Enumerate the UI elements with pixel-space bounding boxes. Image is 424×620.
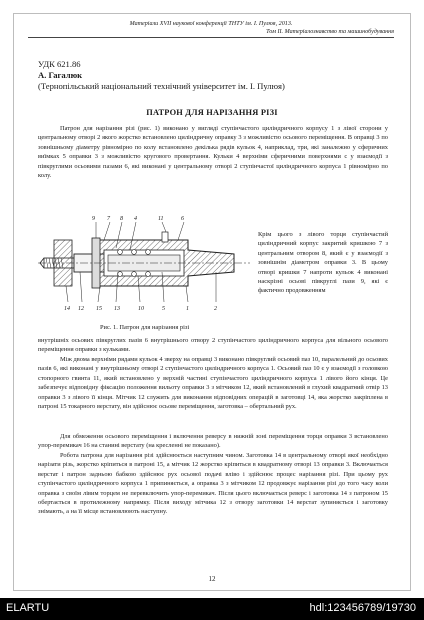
- header-conference: Матеріали XVII наукової конференції ТНТУ ім. І. Пулюя, 2013.: [129, 21, 293, 27]
- label-7: 7: [107, 216, 110, 222]
- footer-bar: [0, 598, 424, 620]
- paragraph-operation: Робота патрона для нарізання різі здійснюється наступним чином. Заготовка 14 в центральному отворі якої необхідно нарізати різь, жорстко кріпиться в патроні 15, а мітчик 12 жорстко кріпиться в квадратному отворі 13 оправки 3. Включається верстат і патрон задньою бабкою здійснює рух осьової подачі вліво і здійснює процес нарізання різі. При цьому рух ступінчастого циліндричного корпуса 1 припиняється, а оправка 3 з мітчиком 12 продовжує нарізання різі до того часу коли оправка з своїм лівим торцем не перевключить упор-перемикач. Після цього включається реверс і заготовка 14 з патроном 15 обертається в протилежному напрямку. Після виходу мітчика 12 з отвору заготовки 14 верстат зупиняється і заготовку знімають, а на її місце встановлюють наступну.: [38, 452, 388, 516]
- udc-code: УДК 621.86: [38, 59, 81, 69]
- author-affiliation: (Тернопільський національний технічний університет ім. І. Пулюя): [38, 81, 285, 91]
- label-15: 15: [96, 306, 102, 312]
- chuck-drawing-figure: [38, 210, 252, 322]
- document-page: [13, 13, 411, 591]
- label-12: 12: [78, 306, 84, 312]
- footer-repository: ELARTU: [6, 602, 50, 614]
- author-name: А. Гагалюк: [38, 70, 83, 80]
- stop-screw: [162, 232, 168, 242]
- header-volume: Том ІІ. Матеріалознавство та машинобудування: [266, 29, 394, 35]
- label-13: 13: [114, 306, 120, 312]
- label-8: 8: [120, 216, 123, 222]
- footer-handle: hdl:123456789/19730: [309, 602, 416, 614]
- paragraph-side: Крім цього з лівого торця ступінчастий циліндричний корпус закритий кришкою 7 з центральним отвором 8, який є у взаємодії з зовнішнім діаметром оправки 3. В цьому отворі кришки 7 напроти кульок 4 виконані наскрізні осьові півкруглі пази 9, які є фактично продовженням: [258, 231, 388, 295]
- label-10: 10: [138, 306, 144, 312]
- paragraph-groove: Між двома верхніми рядами кульок 4 зверху на оправці 3 виконано півкруглий осьовий паз 10, паралельний до осьових пазів 6, які виконані у внутрішньому отворі 2 ступінчастого циліндричного корпуса 1. Осьовий паз 10 є у взаємодії з головкою стопорного гвинта 11, який встановлено у верхній частині ступінчастого циліндричного корпуса 1 лівого його кінця. Це забезпечує відповідну фіксацію положення вильоту оправки 3 з мітчиком 12, який встановлений в глухий квадратний отвір 13 оправки 3 з лівого її кінця. Мітчик 12 служить для виконання відповідних операцій в заготовці 14, яка жорстко закріплена в патроні 15 токарного верстату, він здійснює осьове переміщення, заготовка – обертальний рух.: [38, 356, 388, 411]
- label-1: 1: [186, 306, 189, 312]
- running-header: [28, 20, 394, 38]
- label-14: 14: [64, 306, 70, 312]
- figure-caption: Рис. 1. Патрон для нарізання різі: [100, 324, 190, 331]
- paragraph-continued: внутрішніх осьових півкруглих пазів 6 внутрішнього отвору 2 ступінчастого циліндричного корпуса для вільного осьового переміщення оправки з кульками.: [38, 337, 388, 354]
- label-2: 2: [214, 306, 217, 312]
- page-number: 12: [208, 575, 216, 583]
- label-9: 9: [92, 216, 95, 222]
- paragraph-intro: Патрон для нарізання різі (рис. 1) виконано у вигляді ступінчастого циліндричного корпусу 1 з лівої сторони у центральному отворі 2 якого жорстко встановлено циліндричну оправку 3 з можливістю осьового переміщення. В оправці 3 по зовнішньому діаметру рівномірно по колу встановлено декілька рядів кульок 4, наприклад, три, які заналежно у сферичних виїмках 5 оправки 3 з можливістю кругового провертання. Кульки 4 верхніми сферичними поверхнями с у взаємодії з півкруглими осьовими пазами 6, які виконані у центральному отворі 2 ступінчастої циліндричного корпуса 1 рівномірно по колу.: [38, 125, 388, 180]
- label-6: 6: [181, 216, 184, 222]
- label-5: 5: [162, 306, 165, 312]
- paper-title: ПАТРОН ДЛЯ НАРІЗАННЯ РІЗІ: [146, 108, 278, 117]
- label-11: 11: [158, 216, 164, 222]
- paragraph-limit: Для обмеження осьового переміщення і включення реверсу в нижній зоні переміщення торця оправки 3 встановлено упор-перемикач 16 на станині верстату (на кресленні не показано).: [38, 433, 388, 450]
- label-4: 4: [134, 216, 137, 222]
